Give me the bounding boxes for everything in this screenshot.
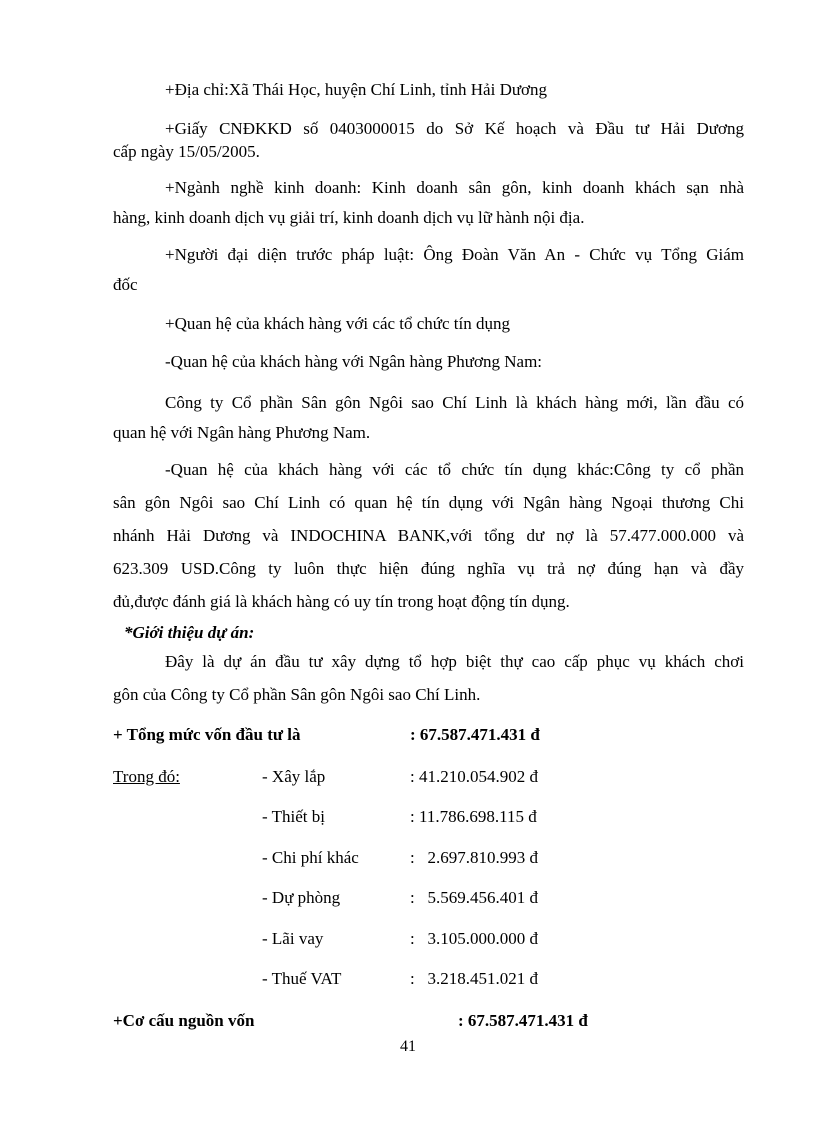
business-line-2: hàng, kinh doanh dịch vụ giải trí, kinh doanh dịch vụ lữ hành nội địa. <box>113 208 585 227</box>
item-contingency-label: - Dự phòng <box>262 888 341 907</box>
item-interest-label: - Lãi vay <box>262 929 324 948</box>
phuong-nam-heading: -Quan hệ của khách hàng với Ngân hàng Phương Nam: <box>165 352 543 371</box>
item-interest-value: : 3.105.000.000 đ <box>410 929 538 948</box>
business-line-1: +Ngành nghề kinh doanh: Kinh doanh sân gôn, kinh doanh khách sạn nhà <box>165 178 744 197</box>
item-other-costs-label: - Chi phí khác <box>262 848 359 867</box>
item-vat-value: : 3.218.451.021 đ <box>410 969 538 988</box>
item-other-costs-value: : 2.697.810.993 đ <box>410 848 538 867</box>
other-banks-line-4: 623.309 USD.Công ty luôn thực hiện đúng nghĩa vụ trả nợ đúng hạn và đầy <box>113 559 744 578</box>
license-line-2: cấp ngày 15/05/2005. <box>113 142 260 161</box>
representative-line-1: +Người đại diện trước pháp luật: Ông Đoàn Văn An - Chức vụ Tổng Giám <box>165 245 744 264</box>
item-contingency-value: : 5.569.456.401 đ <box>410 888 538 907</box>
page-number: 41 <box>400 1038 416 1055</box>
capital-structure-value: : 67.587.471.431 đ <box>458 1011 588 1030</box>
total-investment-label: + Tổng mức vốn đầu tư là <box>113 725 301 744</box>
project-intro-line-2: gôn của Công ty Cổ phần Sân gôn Ngôi sao Chí Linh. <box>113 685 481 704</box>
item-equipment-value: : 11.786.698.115 đ <box>410 807 537 826</box>
project-intro-line-1: Đây là dự án đầu tư xây dựng tổ hợp biệt thự cao cấp phục vụ khách chơi <box>165 652 744 671</box>
item-equipment-label: - Thiết bị <box>262 807 325 826</box>
other-banks-line-5: đủ,được đánh giá là khách hàng có uy tín trong hoạt động tín dụng. <box>113 592 570 611</box>
other-banks-line-2: sân gôn Ngôi sao Chí Linh có quan hệ tín dụng với Ngân hàng Ngoại thương Chi <box>113 493 744 512</box>
capital-structure-label: +Cơ cấu nguồn vốn <box>113 1011 255 1030</box>
item-vat-label: - Thuế VAT <box>262 969 342 988</box>
credit-relations-heading: +Quan hệ của khách hàng với các tổ chức tín dụng <box>165 314 511 333</box>
phuong-nam-line-2: quan hệ với Ngân hàng Phương Nam. <box>113 423 371 442</box>
breakdown-label: Trong đó: <box>113 767 180 786</box>
representative-line-2: đốc <box>113 275 138 294</box>
project-heading: *Giới thiệu dự án: <box>124 623 255 642</box>
address-line: +Địa chỉ:Xã Thái Học, huyện Chí Linh, tỉnh Hải Dương <box>165 80 548 99</box>
license-line-1: +Giấy CNĐKKD số 0403000015 do Sở Kế hoạch và Đầu tư Hải Dương <box>165 119 744 138</box>
other-banks-line-1: -Quan hệ của khách hàng với các tổ chức tín dụng khác:Công ty cổ phần <box>165 460 744 479</box>
item-construction-value: : 41.210.054.902 đ <box>410 767 538 786</box>
other-banks-line-3: nhánh Hải Dương và INDOCHINA BANK,với tổng dư nợ là 57.477.000.000 và <box>113 526 744 545</box>
total-investment-value: : 67.587.471.431 đ <box>410 725 540 744</box>
phuong-nam-line-1: Công ty Cổ phần Sân gôn Ngôi sao Chí Linh là khách hàng mới, lần đầu có <box>165 393 744 412</box>
item-construction-label: - Xây lắp <box>262 767 326 786</box>
